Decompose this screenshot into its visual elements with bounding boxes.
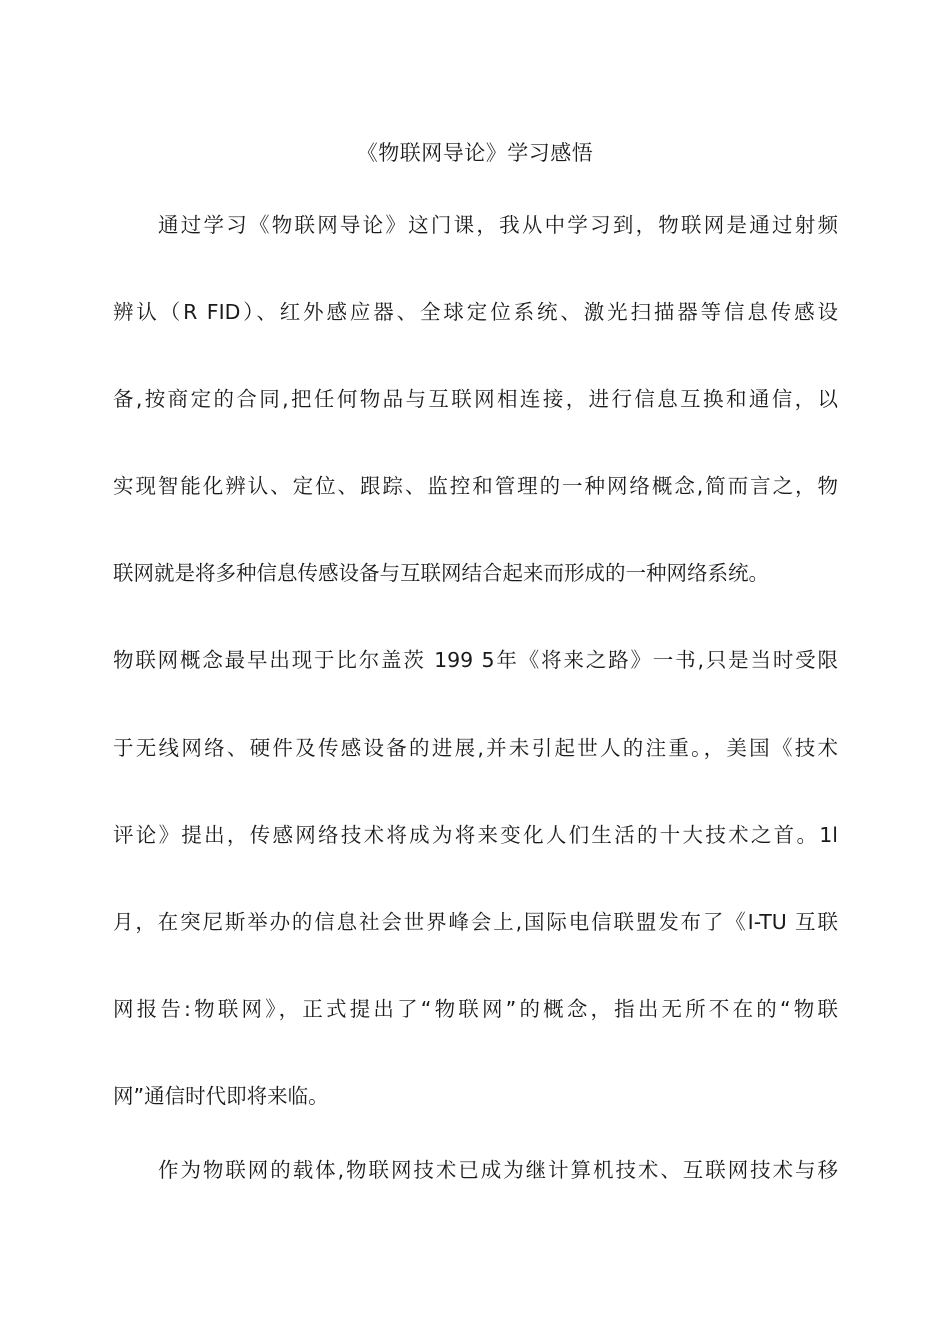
paragraph-line-9: 月，在突尼斯举办的信息社会世界峰会上,国际电信联盟发布了《I-TU 互联 <box>113 910 838 934</box>
paragraph-line-1: 通过学习《物联网导论》这门课，我从中学习到，物联网是通过射频 <box>158 213 838 237</box>
paragraph-line-2: 辨认（R FID）、红外感应器、全球定位系统、激光扫描器等信息传感设 <box>113 300 838 324</box>
paragraph-line-6: 物联网概念最早出现于比尔盖茨 199 5年《将来之路》一书,只是当时受限 <box>113 648 838 672</box>
paragraph-line-7: 于无线网络、硬件及传感设备的进展,并未引起世人的注重。，美国《技术 <box>113 736 838 760</box>
document-title: 《物联网导论》学习感悟 <box>356 141 594 165</box>
paragraph-line-4: 实现智能化辨认、定位、跟踪、监控和管理的一种网络概念,简而言之，物 <box>113 474 838 498</box>
paragraph-line-5: 联网就是将多种信息传感设备与互联网结合起来而形成的一种网络系统。 <box>113 561 769 585</box>
paragraph-line-11: 网”通信时代即将来临。 <box>113 1084 329 1108</box>
paragraph-line-8: 评论》提出，传感网络技术将成为将来变化人们生活的十大技术之首。1l <box>113 823 838 847</box>
paragraph-line-10: 网报告:物联网》，正式提出了“物联网”的概念，指出无所不在的“物联 <box>113 997 838 1021</box>
paragraph-line-12: 作为物联网的载体,物联网技术已成为继计算机技术、互联网技术与移 <box>158 1158 838 1182</box>
paragraph-line-3: 备,按商定的合同,把任何物品与互联网相连接，进行信息互换和通信，以 <box>113 387 838 411</box>
